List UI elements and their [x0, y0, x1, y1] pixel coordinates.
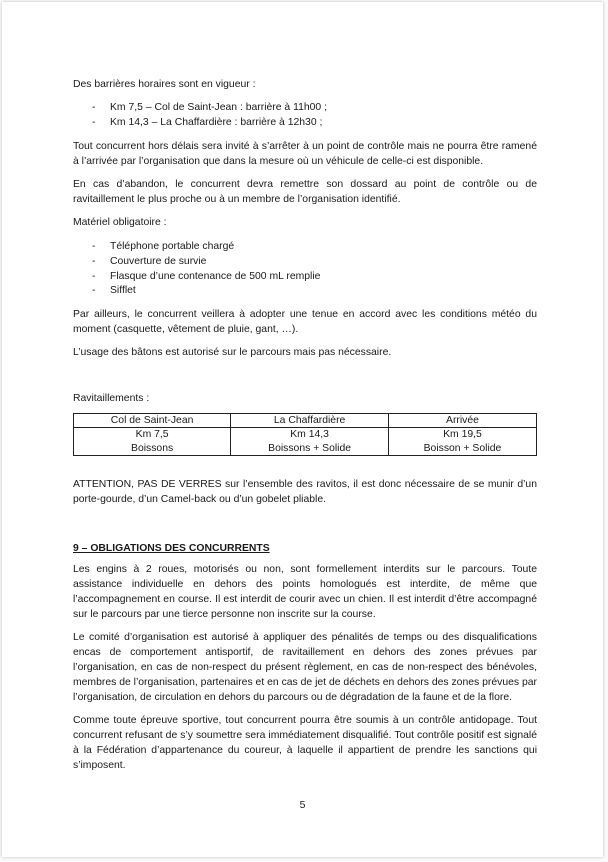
paragraph-hors-delais: Tout concurrent hors délais sera invité à s’arrêter à un point de contrôle mais ne pourra être ramené à l’arrivée par l’organisation que dans la mesure où un véhicule de celle-ci est disponible.: [73, 140, 537, 167]
table-header-cell: Col de Saint-Jean: [74, 413, 231, 428]
table-cell: [74, 428, 231, 456]
table-cell: [388, 428, 536, 456]
paragraph-batons: L’usage des bâtons est autorisé sur le parcours mais pas nécessaire.: [73, 347, 392, 359]
list-item: - Km 14,3 – La Chaffardière : barrière à 12h30 ;: [73, 116, 537, 131]
table-row: [74, 413, 537, 428]
section-title: 9 – OBLIGATIONS DES CONCURRENTS: [73, 543, 270, 555]
spacer: [73, 370, 537, 392]
paragraph-attention: ATTENTION, PAS DE VERRES sur l’ensemble des ravitos, il est donc nécessaire de se munir d’un porte-gourde, d’un Camel-back ou d’un gobelet pliable.: [73, 479, 537, 506]
km-value: Km 7,5: [135, 429, 169, 441]
offer-value: Boisson + Solide: [423, 442, 502, 454]
table-header-cell: Arrivée: [388, 413, 536, 428]
list-item: - Couverture de survie: [73, 255, 537, 270]
table-cell: [231, 428, 389, 456]
list-item: - Flasque d’une contenance de 500 mL remplie: [73, 270, 537, 285]
barrieres-list: [73, 101, 537, 131]
materiel-intro: Matériel obligatoire :: [73, 217, 167, 229]
paragraph-abandon: En cas d’abandon, le concurrent devra remettre son dossard au point de contrôle ou de ravitaillement le plus proche ou à un membre de l’organisation identifié.: [73, 179, 537, 205]
ravitaillements-intro: Ravitaillements :: [73, 392, 150, 404]
list-item: - Sifflet: [73, 284, 537, 299]
offer-value: Boissons + Solide: [268, 442, 352, 454]
barrieres-intro: Des barrières horaires sont en vigueur :: [73, 79, 256, 90]
materiel-list: [73, 240, 537, 300]
paragraph-obligations-1: Les engins à 2 roues, motorisés ou non, sont formellement interdits sur le parcours. Toute assistance individuelle en dehors des points homologués est interdite, de même que l’accompagnement en course. Il est interdit de courir avec un chien. Il est interdit d’être accompagné sur le parcours par une tierce personne non inscrite sur la course.: [73, 564, 537, 620]
paragraph-tenue: Par ailleurs, le concurrent veillera à adopter une tenue en accord avec les conditions météo du moment (casquette, vêtement de pluie, gant, …).: [73, 308, 537, 335]
page-content: [73, 78, 537, 782]
table-row: [74, 428, 537, 456]
offer-value: Boissons: [131, 442, 174, 454]
list-item: - Téléphone portable chargé: [73, 240, 537, 255]
paragraph-obligations-3: Comme toute épreuve sportive, tout concurrent pourra être soumis à un contrôle antidopage. Tout concurrent refusant de s’y soumettre sera immédiatement disqualifié. Tout contrôle positif est signalé à la Fédération d’appartenance du coureur, à laquelle il appartient de prendre les sanctions qui s’imposent.: [73, 715, 537, 771]
table-header-cell: La Chaffardière: [231, 413, 389, 428]
km-value: Km 19,5: [443, 429, 482, 441]
paragraph-obligations-2: Le comité d’organisation est autorisé à appliquer des pénalités de temps ou des disqualifications encas de comportement antisportif, de ravitaillement en dehors des zones prévues par l’organisation, en cas de non-respect du présent règlement, en cas de non-respect des bénévoles, membres de l’organisation, partenaires et en cas de jet de déchets en dehors des zones prévues par l’organisation, de circulation en dehors du parcours ou de dégradation de la faune et de la flore.: [73, 632, 537, 703]
page-number: 5: [299, 800, 306, 811]
list-item: - Km 7,5 – Col de Saint-Jean : barrière à 11h00 ;: [73, 101, 537, 116]
ravitaillements-table: [73, 413, 537, 457]
km-value: Km 14,3: [290, 429, 329, 441]
document-page: [2, 2, 603, 857]
